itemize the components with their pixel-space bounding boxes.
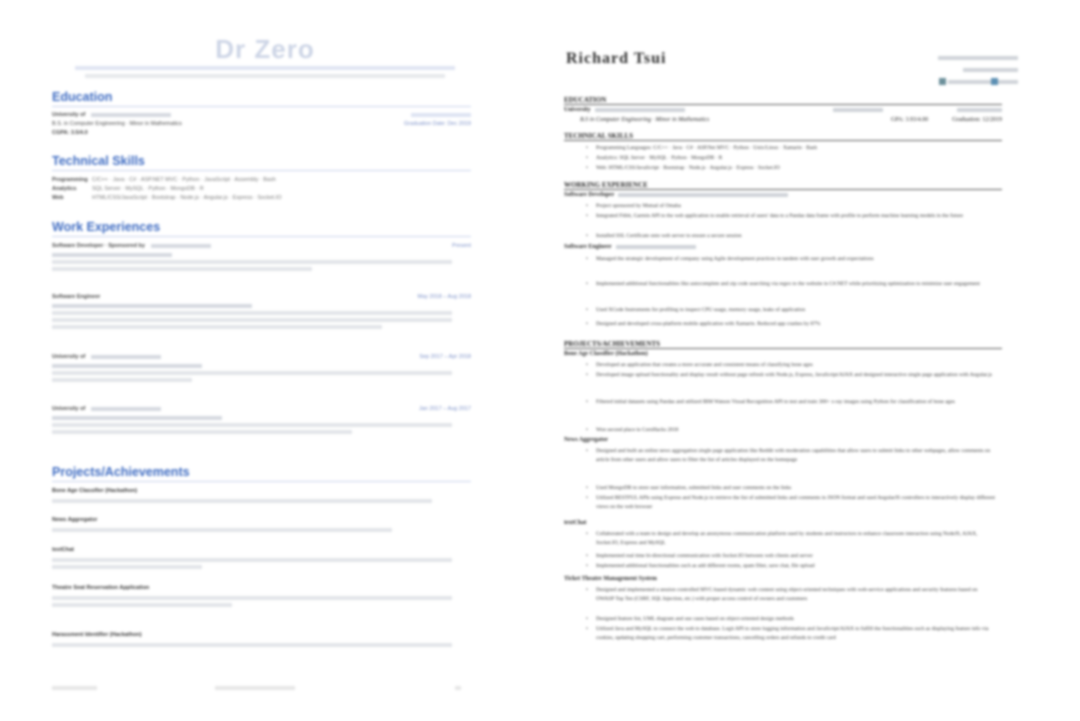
- right-education-school-row: [564, 107, 1002, 113]
- right-project-bullet: • Developed an application that creates a more accurate and consistent means of classifying bone ages: [596, 361, 996, 370]
- left-project-title: textChat: [52, 547, 75, 553]
- left-skill-value: HTML/CSS/JavaScript · Bootstrap · Node.js · Angular.js · Express · Socket.IO: [92, 195, 282, 201]
- right-work-bullet: • Designed and developed cross-platform mobile application with Xamarin. Reduced app crashes by 87%: [596, 320, 996, 329]
- right-skill-item: • Web: HTML/CSS/JavaScript · Bootstrap · Node.js · Angular.js · Express · Socket.IO: [596, 164, 996, 173]
- left-work-heading: Work Experiences: [52, 220, 161, 234]
- left-work-title: Software Engineer: [52, 294, 101, 300]
- right-project-bullet: • Developed image upload functionality and display result without page refresh with Node.js, Express, JavaScript/AJAX and designed interactive single page application with Angular.js: [596, 371, 996, 380]
- left-work-entry-title: [52, 406, 471, 413]
- left-project-title: Bone Age Classifier (Hackathon): [52, 488, 138, 494]
- left-project-title: News Aggregator: [52, 517, 98, 523]
- left-work-entry-body: [52, 363, 465, 384]
- left-work-date: Sep 2017 – Apr 2018: [419, 354, 471, 360]
- right-project-bullet: • Utilized RESTFUL APIs using Express and Node.js to retrieve the list of submitted links and comments in JSON format and used AngularJS controllers to interactively display different views on the web browser: [596, 494, 996, 513]
- right-work-rule: [564, 189, 1002, 190]
- right-work-title: Software Developer: [564, 192, 615, 198]
- right-skill-item: • Programming Languages: C/C++ · Java · C# · ASP.Net MVC · Python · Unix/Linux · Xamarin · Bash: [596, 144, 996, 153]
- right-project-bullet: • Implemented additional functionalities such as add different rooms, spam filter, save chat, file upload: [596, 562, 996, 571]
- right-project-title: News Aggregator: [564, 437, 609, 443]
- right-project-bullet: • Used MongoDB to store user information, submitted links and user comments on the links: [596, 484, 996, 493]
- right-work-heading: WORKING EXPERIENCE: [564, 181, 648, 189]
- left-skill-row: [52, 177, 471, 184]
- left-project-title: Harassment Identifier (Hackathon): [52, 632, 142, 638]
- right-education-degree-row: [580, 117, 1002, 123]
- right-project-bullet: • Implemented real time bi-directional communication with Socket.IO between web clients and server: [596, 552, 996, 561]
- right-work-title: Software Engineer: [564, 244, 612, 250]
- right-education-heading: EDUCATION: [564, 96, 607, 104]
- right-project-title: Ticket Theatre Management System: [564, 576, 657, 582]
- left-skill-label: Analytics: [52, 186, 77, 192]
- left-project-desc: [52, 642, 465, 649]
- right-project-bullet: • Designed feature list, UML diagram and use cases based on object-oriented design methods: [596, 615, 996, 624]
- right-work-bullet: • Implemented additional functionalities like autocomplete and zip code searching via regex to the website in C#.NET while prioritizing optimization to minimize user engagement: [596, 280, 996, 289]
- left-footer-center: [215, 685, 295, 690]
- right-resume-name: Richard Tsui: [566, 50, 667, 67]
- left-work-entry-title: [52, 243, 471, 250]
- left-projects-heading: Projects/Achievements: [52, 465, 190, 479]
- right-skills-rule: [564, 140, 1002, 141]
- left-projects-rule: [52, 481, 471, 482]
- left-work-title: University of: [52, 406, 86, 412]
- left-project-desc: [52, 527, 465, 534]
- right-project-bullet: • Won second place in CornHacks 2018: [596, 426, 996, 435]
- left-education-location: [405, 112, 471, 118]
- left-education-school-name: University of: [52, 112, 86, 118]
- right-contact-email: [938, 56, 1018, 61]
- left-education-school: [52, 112, 471, 119]
- right-education-graduation: Graduation: 12/2019: [952, 117, 1002, 123]
- right-project-bullet: • Utilized Java and MySQL to connect the web to database. Logit API to store logging information and JavaScript/AJAX to fulfill the functionalities such as displaying feature info via cookies, updating shopping cart, performing customer transactions, cancelling orders and refunds to credit card: [596, 625, 996, 644]
- left-education-gpa: CGPA: 3.5/4.0: [52, 130, 88, 136]
- left-skills-heading: Technical Skills: [52, 154, 145, 168]
- left-resume-contact-line: [70, 65, 460, 71]
- left-education-heading: Education: [52, 90, 113, 104]
- left-skill-row: [52, 186, 471, 193]
- left-resume-name: Dr Zero: [215, 34, 315, 64]
- left-work-date: Present: [452, 243, 471, 249]
- left-skill-value: SQL Server · MySQL · Python · MongoDB · R: [92, 186, 204, 192]
- right-work-bullet: • Managed the strategic development of company using Agile development practices in tandem with user growth and expectations: [596, 255, 996, 264]
- left-work-entry-body: [52, 415, 465, 436]
- right-work-title-row: [564, 192, 788, 198]
- left-skill-label: Programming: [52, 177, 88, 183]
- right-education-meta: [891, 117, 1002, 123]
- left-project-desc: [52, 557, 465, 571]
- left-education-date: Graduation Date: Dec 2019: [404, 121, 471, 127]
- left-education-degree: B.S. in Computer Engineering · Minor in Mathematics: [52, 121, 182, 127]
- left-skill-label: Web: [52, 195, 64, 201]
- left-skills-rule: [52, 170, 471, 171]
- right-education-rule: [564, 104, 1002, 105]
- right-skill-item: • Analytics: SQL Server · MySQL · Python · MongoDB · R: [596, 154, 996, 163]
- right-resume-page: [560, 40, 1030, 680]
- right-project-title: textChat: [564, 520, 587, 526]
- right-project-bullet: • Filtered initial datasets using Pandas and utilized IBM Watson Visual Recognition API to test and train 300+ x-ray images using Python for classification of bone ages: [596, 398, 996, 407]
- left-education-rule: [52, 106, 471, 107]
- right-contact-links: [948, 80, 1018, 85]
- right-work-bullet: • Project sponsored by Mutual of Omaha: [596, 202, 996, 211]
- left-skill-row: [52, 195, 471, 202]
- left-project-title: Theatre Seat Reservation Application: [52, 585, 150, 591]
- left-project-desc: [52, 498, 465, 505]
- right-work-bullet: • Installed SSL Certificate onto web server to ensure a secure session: [596, 232, 996, 241]
- right-work-bullet: • Used XCode Instruments for profiling to inspect CPU usage, memory usage, leaks of application: [596, 306, 996, 315]
- left-work-date: May 2018 – Aug 2018: [417, 294, 471, 300]
- right-project-bullet: • Collaborated with a team to design and develop an anonymous communication platform used by students and instructors to enhance classroom interaction using NodeJS, AJAX, Socket.IO, Express and MySQL: [596, 530, 996, 549]
- left-resume-contact-line-2: [70, 73, 460, 79]
- right-projects-rule: [564, 348, 1002, 349]
- left-work-title: University of: [52, 354, 86, 360]
- right-contact-phone: [963, 68, 1018, 73]
- right-skills-heading: TECHNICAL SKILLS: [564, 132, 634, 140]
- right-project-bullet: • Designed and built an online news aggregation single page application like Reddit with moderation capabilities that allow users to submit links to other webpages, allow comments on article from other users and allow users to filter the list of articles displayed on the homepage: [596, 447, 996, 466]
- right-education-school: University: [564, 107, 591, 113]
- right-project-bullet: • Designed and implemented a session controlled MVC-based dynamic web content using object-oriented techniques with web-service applications and security features based on OWASP Top Ten (CSRF, SQL Injection, etc.) with proper access control of owners and customers: [596, 586, 996, 605]
- left-project-desc: [52, 595, 465, 609]
- left-footer-right: [455, 685, 461, 690]
- left-work-date: Jan 2017 – Aug 2017: [419, 406, 471, 412]
- right-project-title: Bone Age Classifier (Hackathon): [564, 351, 648, 357]
- right-education-location: [829, 107, 1002, 113]
- left-education-degree-row: [52, 121, 471, 128]
- left-work-rule: [52, 236, 471, 237]
- linkedin-icon: [939, 78, 946, 85]
- left-work-entry-body: [52, 303, 465, 331]
- right-projects-heading: PROJECTS/ACHIEVEMENTS: [564, 340, 661, 348]
- left-work-entry-title: [52, 294, 471, 301]
- right-work-title-row: [564, 244, 696, 250]
- left-skill-value: C/C++ · Java · C# · ASP.NET MVC · Python · JavaScript · Assembly · Bash: [92, 177, 276, 183]
- left-work-title: Software Developer · Sponsored by: [52, 243, 145, 249]
- github-icon: [991, 78, 998, 85]
- left-resume-page: [40, 20, 485, 700]
- left-footer-left: [52, 685, 97, 690]
- left-work-entry-title: [52, 354, 471, 361]
- left-work-entry-body: [52, 252, 465, 273]
- right-education-degree: B.S in Computer Engineering · Minor in Mathematics: [580, 117, 710, 123]
- right-work-bullet: • Integrated Fitbit, Garmin API to the web application to enable retrieval of users' data to a Pandas data frame with profile to perform machine learning models in the future: [596, 212, 996, 221]
- right-education-gpa: GPA: 3.93/4.00: [890, 117, 929, 123]
